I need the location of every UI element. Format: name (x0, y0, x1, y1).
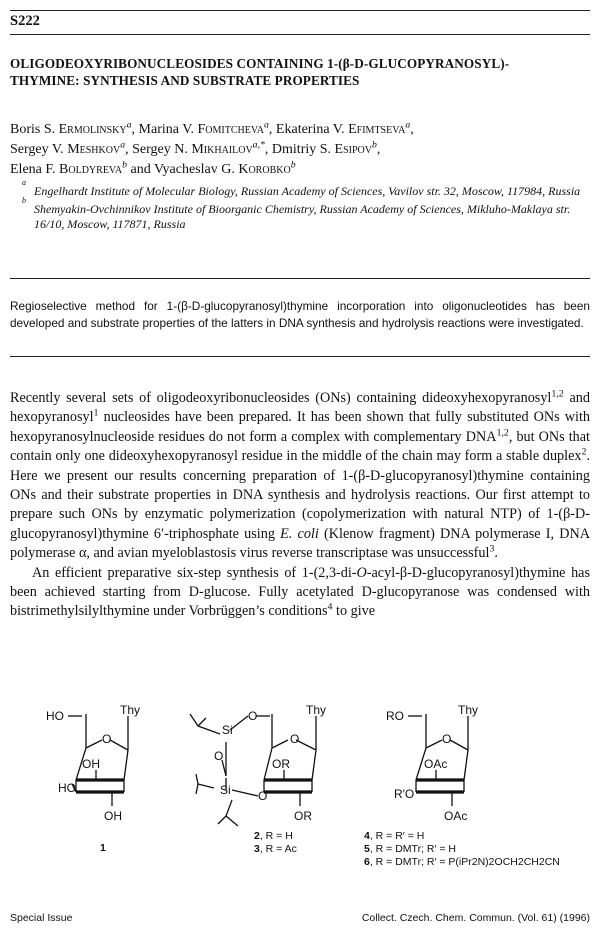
footer-journal: Collect. Czech. Chem. Commun. (Vol. 61) (1996) (361, 912, 590, 924)
paragraph-1: Recently several sets of oligodeoxyribonucleosides (ONs) containing dideoxyhexopyranosyl$^{1,2}$ and hexopyranosyl$^1$ nucleosides have been prepared. It has been shown that fully substituted ONs with hexopyranosylnucleoside residues do not form a complex with complementary DNA$^{1,2}$, but ONs that contain only one dideoxyhexopyranosyl residue in the middle of the chain may form a stable duplex$^2$. Here we present our results concerning preparation of 1-(β-D-glucopyranosyl)thymine containing ONs and their substrate properties in DNA synthesis and hydrolysis reactions. Our first attempt to prepare such ONs by enzymatic polymerization (copolymerization with natural NTP) of 1-(β-D-glucopyranosyl)thymine 6′-triphosphate using E. coli (Klenow fragment) DNA polymerase I, DNA polymerase α, and avian myeloblastosis virus reverse transcriptase was unsuccessful$^3$. (10, 388, 590, 562)
compound-4-6-caption: 4, R = R′ = H 5, R = DMTr; R′ = H 6, R = DMTr; R′ = P(iPr2N)2OCH2CH2CN (364, 830, 560, 868)
author-name: Boldyreva (59, 162, 123, 177)
atom-label: O (442, 732, 452, 746)
atom-label: RO (386, 709, 404, 723)
author-name: Fomitcheva (197, 122, 265, 137)
compound-4-structure (386, 703, 478, 823)
atom-label: OAc (424, 757, 448, 771)
atom-label: O (214, 749, 224, 763)
compound-1-label: 1 (100, 842, 106, 854)
atom-label: R′O (394, 787, 415, 801)
structures-figure (0, 700, 600, 900)
compound-1-structure (46, 703, 140, 823)
structures-svg (0, 700, 600, 900)
author-name: Efimtseva (348, 122, 406, 137)
top-rule (10, 10, 590, 11)
compound-2-3-caption: 2, R = H 3, R = Ac (254, 830, 297, 855)
atom-label: HO (58, 781, 76, 795)
author-name: Mikhailov (191, 142, 253, 157)
title-line-1: OLIGODEOXYRIBONUCLEOSIDES CONTAINING 1-(β-D-GLUCOPYRANOSYL)- (10, 56, 510, 71)
article-title (10, 55, 595, 89)
atom-label: OH (104, 809, 122, 823)
abstract-top-rule (10, 278, 590, 279)
affiliations (22, 178, 592, 235)
author-name: Ermolinsky (58, 122, 127, 137)
atom-label: OR (294, 809, 312, 823)
atom-label: Thy (458, 703, 479, 717)
atom-label: Thy (120, 703, 141, 717)
article-code: S222 (10, 13, 40, 29)
atom-label: O (290, 732, 300, 746)
abstract: Regioselective method for 1-(β-D-glucopyranosyl)thymine incorporation into oligonucleotides has been developed and substrate properties of the latters in DNA synthesis and hydrolysis reactions were investigated. (10, 299, 590, 330)
body-text (10, 389, 590, 622)
atom-label: OH (82, 757, 100, 771)
atom-label: O (102, 732, 112, 746)
paragraph-2: An efficient preparative six-step synthesis of 1-(2,3-di-O-acyl-β-D-glucopyranosyl)thymine has been achieved starting from D-glucose. Fully acetylated D-glucopyranose was condensed with bistrimethylsilylthymine under Vorbrüggen’s conditions$^4$ to give (10, 564, 590, 620)
atom-label: OAc (444, 809, 468, 823)
author-name: Korobko (238, 162, 291, 177)
atom-label: O (258, 789, 268, 803)
author-name: Esipov (334, 142, 372, 157)
header-rule (10, 34, 590, 35)
footer-issue: Special Issue (10, 912, 73, 924)
title-line-2: THYMINE: SYNTHESIS AND SUBSTRATE PROPERTIES (10, 73, 360, 88)
author-list: Boris S. Ermolinsky$^a$, Marina V. Fomitcheva$^a$, Ekaterina V. Efimtseva$^a$, Sergey V. Meshkov$^a$, Sergey N. Mikhailov$^{a,*}$, Dmitriy S. Esipov$^b$, Elena F. Boldyreva$^b$ and Vyacheslav G. Korobko$^b$ (10, 119, 414, 177)
atom-label: Thy (306, 703, 327, 717)
compound-2-structure (190, 703, 326, 826)
affiliation-a: a Engelhardt Institute of Molecular Biology, Russian Academy of Sciences, Vavilov str. 32, Moscow, 117984, Russia (22, 178, 581, 198)
atom-label: Si (222, 723, 233, 737)
abstract-bottom-rule (10, 356, 590, 357)
atom-label: OR (272, 757, 290, 771)
affiliation-b: b Shemyakin-Ovchinnikov Institute of Bioorganic Chemistry, Russian Academy of Sciences, Mikluho-Maklaya str. 16/10, Moscow, 117871, Russia (22, 196, 571, 231)
atom-label: O (248, 709, 258, 723)
atom-label: HO (46, 709, 64, 723)
atom-label: Si (220, 783, 231, 797)
author-name: Meshkov (67, 142, 121, 157)
